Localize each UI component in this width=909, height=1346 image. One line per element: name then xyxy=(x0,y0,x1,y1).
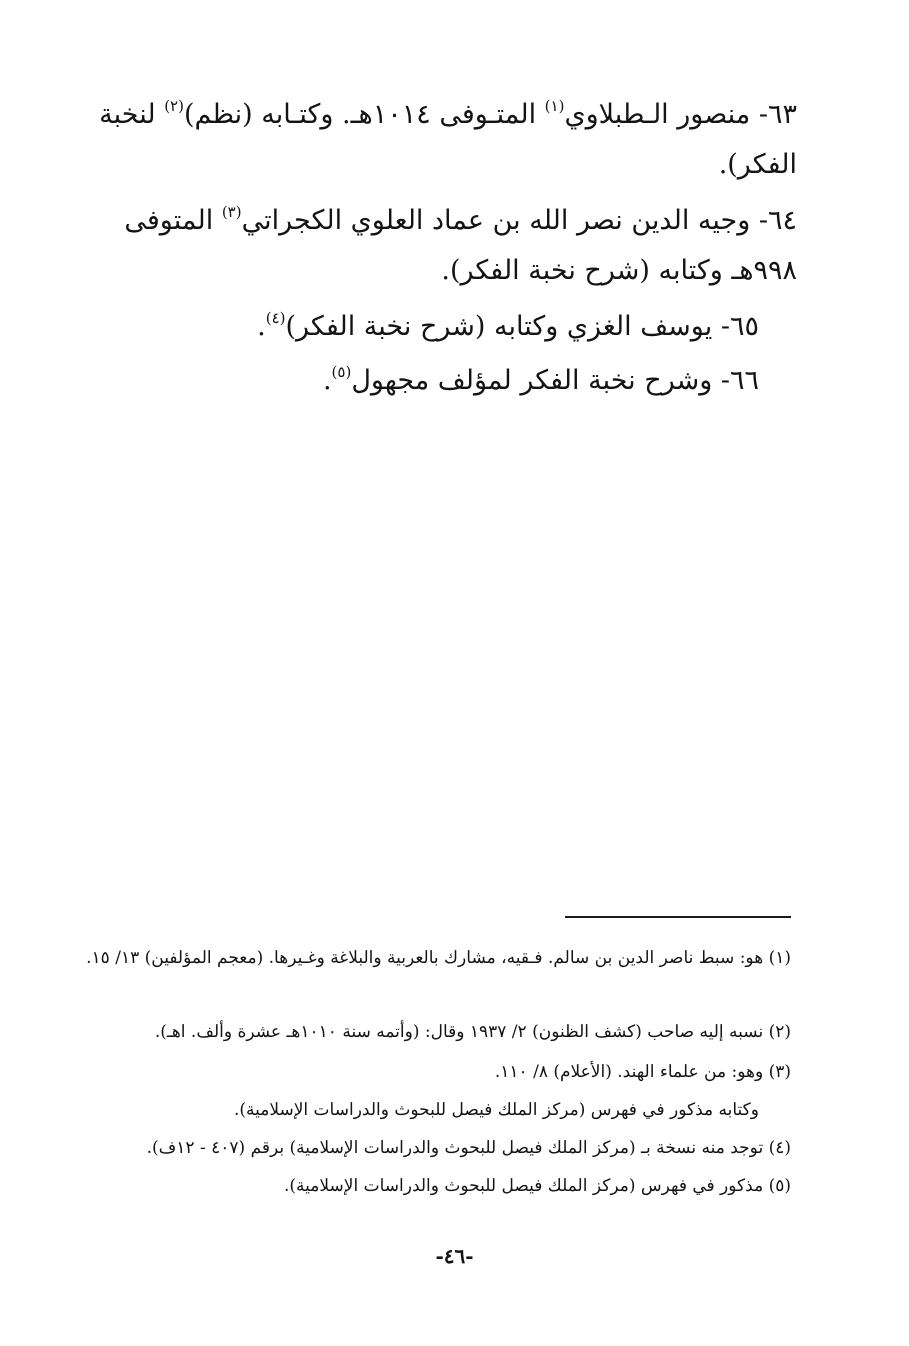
footnote-1: (١) هو: سبط ناصر الدين بن سالم. فـقيه، مشارك بالعربية والبلاغة وغـيرها. (معجم المؤلفين) ١٣/ ١٥. xyxy=(86,948,791,968)
entry-text: المتـوفى ١٠١٤هـ. وكتـابه (نظم) xyxy=(183,99,545,130)
entry-number: ٦٤- xyxy=(758,205,797,236)
entry-text: لنخبة الفكر). xyxy=(99,99,797,180)
footnote-2: (٢) نسبه إليه صاحب (كشف الظنون) ٢/ ١٩٣٧ وقال: (وأتمه سنة ١٠١٠هـ عشرة وألف. اهـ). xyxy=(154,1022,791,1042)
footnote-marker: (٣) xyxy=(221,203,242,221)
entry-text: منصور الـطبلاوي xyxy=(564,99,751,130)
entry-text: . xyxy=(257,311,266,342)
entry-text: . xyxy=(322,365,332,396)
entry-64 xyxy=(85,196,797,296)
footnote-separator xyxy=(565,916,791,918)
footnote-marker: (٥) xyxy=(331,363,352,381)
entry-number: ٦٣- xyxy=(758,99,797,130)
footnote-marker: (٤) xyxy=(265,309,286,327)
footnote-marker: (١) xyxy=(544,97,565,115)
entry-text: يوسف الغزي وكتابه (شرح نخبة الفكر) xyxy=(285,311,713,342)
footnote-3: (٣) وهو: من علماء الهند. (الأعلام) ٨/ ١١٠. xyxy=(494,1062,791,1082)
entry-63 xyxy=(85,90,797,190)
footnote-5: (٥) مذكور في فهرس (مركز الملك فيصل للبحوث والدراسات الإسلامية). xyxy=(284,1176,791,1196)
entry-65 xyxy=(85,302,759,352)
entry-number: ٦٦- xyxy=(720,365,759,396)
entry-text: وجيه الدين نصر الله بن عماد العلوي الكجراتي xyxy=(241,205,751,236)
footnote-marker: (٢) xyxy=(164,97,184,115)
footnote-4: (٤) توجد منه نسخة بـ (مركز الملك فيصل للبحوث والدراسات الإسلامية) برقم (٤٠٧ - ١٢ف). xyxy=(146,1138,791,1158)
page-number: -٤٦- xyxy=(435,1244,474,1268)
entry-number: ٦٥- xyxy=(720,311,759,342)
entry-66 xyxy=(85,356,759,406)
entry-text: وشرح نخبة الفكر لمؤلف مجهول xyxy=(351,365,713,396)
footnote-3-continuation: وكتابه مذكور في فهرس (مركز الملك فيصل للبحوث والدراسات الإسلامية). xyxy=(233,1100,759,1120)
entry-text: المتوفى ٩٩٨هـ وكتابه (شرح نخبة الفكر). xyxy=(124,205,797,286)
